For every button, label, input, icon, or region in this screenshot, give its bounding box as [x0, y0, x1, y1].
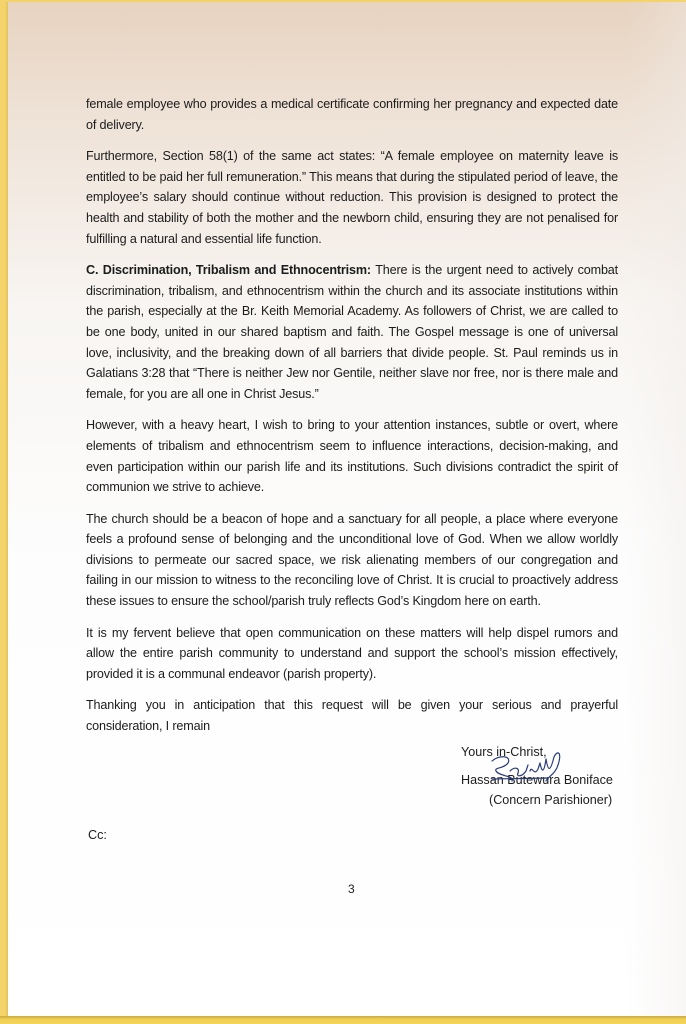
paragraph-beacon-of-hope	[86, 509, 618, 612]
paragraph-text: There is the urgent need to actively combat discrimination, tribalism, and ethnocentrism within the church and its associate institutions within the parish, especially at the Br. Keith Memorial Academy. As followers of Christ, we are called to be one body, united in our shared baptism and faith. The Gospel message is one of universal love, inclusivity, and the breaking down of all barriers that divide people. St. Paul reminds us in Galatians 3:28 that “There is neither Jew nor Gentile, neither slave nor free, nor is there male and female, for you are all one in Christ Jesus.”	[86, 263, 619, 401]
paragraph-text: It is my fervent believe that open communication on these matters will help dispel rumors and allow the entire parish community to understand and support the school’s mission effectively, provided it is a communal endeavor (parish property).	[86, 625, 618, 681]
paragraph-text: Furthermore, Section 58(1) of the same act states: “A female employee on maternity leave is entitled to be paid her full remuneration.” This means that during the stipulated period of leave, the employee’s salary should continue without reduction. This provision is designed to protect the health and stability of both the mother and the newborn child, ensuring they are not penalised for fulfilling a natural and essential life function.	[86, 149, 618, 246]
signer-name: Hassan Butewura Boniface	[461, 773, 613, 787]
paragraph-thanking	[86, 695, 618, 736]
page-number: 3	[348, 882, 355, 896]
paragraph-discrimination	[86, 260, 618, 404]
paragraph-text: The church should be a beacon of hope and a sanctuary for all people, a place where everyone feels a profound sense of belonging and the unconditional love of God. When we allow worldly divisions to permeate our sacred space, we risk alienating members of our congregation and failing in our mission to witness to the reconciling love of Christ. It is crucial to proactively address these issues to ensure the school/parish truly reflects God’s Kingdom here on earth.	[86, 511, 618, 609]
section-heading: C. Discrimination, Tribalism and Ethnocentrism:	[86, 263, 371, 278]
desk-edge	[0, 1016, 686, 1024]
paragraph-text: female employee who provides a medical certificate confirming her pregnancy and expected date of delivery.	[86, 97, 618, 132]
paragraph-text: However, with a heavy heart, I wish to bring to your attention instances, subtle or overt, where elements of tribalism and ethnocentrism seem to influence interactions, decision-making, and even participation within our parish life and its institutions. Such divisions contradict the spirit of communion we strive to achieve.	[86, 418, 618, 495]
document-page	[6, 2, 686, 1016]
closing-salutation: Yours in-Christ,	[461, 745, 547, 759]
paragraph-heavy-heart	[86, 415, 618, 497]
paragraph-maternity-certificate	[86, 94, 618, 135]
paragraph-open-communication	[86, 623, 618, 685]
signer-title: (Concern Parishioner)	[489, 793, 613, 807]
letter-body	[86, 94, 618, 748]
handwritten-signature	[488, 747, 578, 787]
cc-label: Cc:	[88, 828, 107, 842]
paragraph-text: Thanking you in anticipation that this request will be given your serious and prayerful consideration, I remain	[86, 698, 618, 734]
paragraph-section-58	[86, 146, 618, 249]
